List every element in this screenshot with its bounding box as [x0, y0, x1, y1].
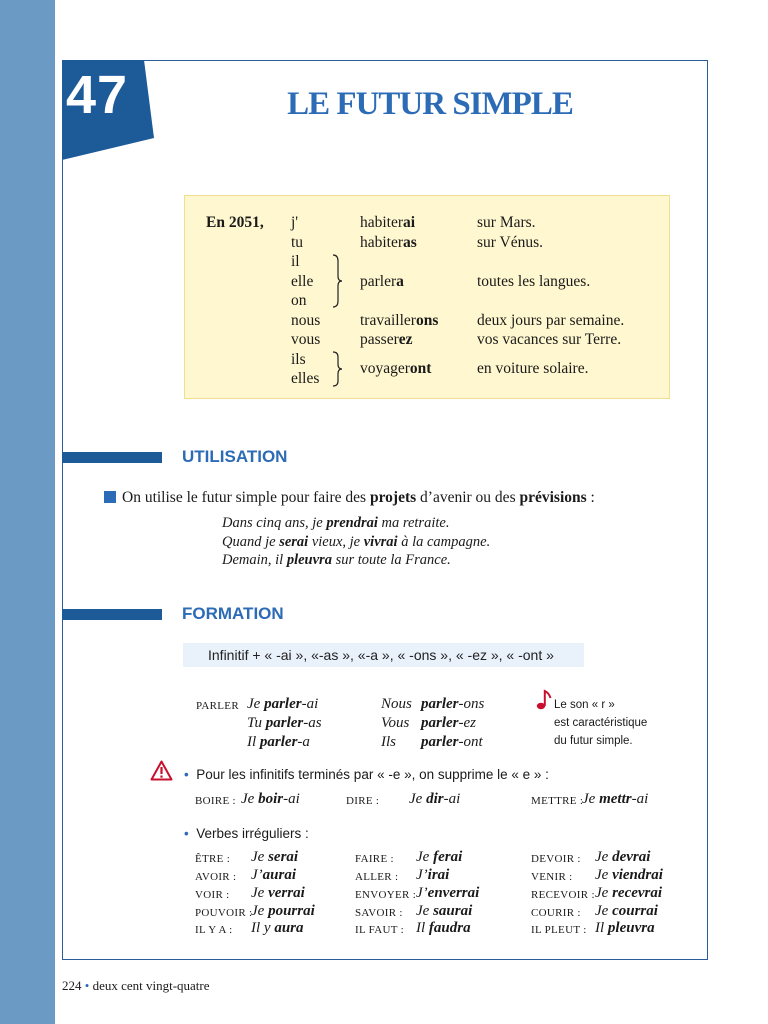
verb-form: voyageront: [360, 360, 432, 377]
page-number-words: deux cent vingt-quatre: [92, 978, 210, 993]
verb-label: ÊTRE :: [195, 853, 231, 865]
music-note-icon: [536, 689, 552, 711]
verb-form: Il y aura: [251, 920, 304, 936]
verb-form: Je boir-ai: [241, 791, 300, 807]
section-heading: FORMATION: [182, 604, 284, 623]
verb-form: Je devrai: [595, 849, 651, 865]
page-number: 224: [62, 978, 82, 993]
verb-form: J’aurai: [251, 867, 297, 883]
section-heading: UTILISATION: [182, 447, 288, 466]
example-lead: En 2051,: [206, 214, 264, 231]
example-sentence: Quand je serai vieux, je vivrai à la campagne.: [222, 534, 491, 550]
verb-label: AVOIR :: [195, 871, 237, 883]
conjugation-pron: Ils: [381, 734, 396, 750]
chapter-title: LE FUTUR SIMPLE: [287, 86, 573, 122]
verb-label: DIRE :: [346, 795, 380, 807]
subject: elle: [291, 272, 314, 290]
verb-form: Il faudra: [416, 920, 471, 936]
verb-label: IL FAUT :: [355, 924, 404, 936]
section-bar: [62, 609, 162, 620]
verb-label: ALLER :: [355, 871, 399, 883]
verb-form: J’enverrai: [416, 885, 480, 901]
verb-label: POUVOIR :: [195, 907, 253, 919]
verb-form: Je viendrai: [595, 867, 663, 883]
verb-form: Je verrai: [251, 885, 305, 901]
verb-form: parlera: [360, 272, 404, 290]
subject: ils: [291, 350, 306, 368]
square-bullet-icon: [104, 491, 116, 503]
verb-label: IL Y A :: [195, 924, 233, 936]
verb-label: PARLER: [196, 700, 239, 712]
verb-form: Je saurai: [416, 903, 473, 919]
conjugation-form: parler-ez: [421, 715, 476, 731]
verb-form: Il pleuvra: [595, 920, 655, 936]
subject: tu: [291, 233, 304, 251]
conjugation-row: Il parler-a: [247, 734, 310, 750]
brace-icon: [331, 351, 343, 387]
complement: sur Vénus.: [477, 233, 544, 251]
complement: deux jours par semaine.: [477, 311, 625, 329]
complement: toutes les langues.: [477, 272, 591, 290]
verb-form: habiteras: [360, 233, 417, 251]
complement: vos vacances sur Terre.: [477, 331, 622, 348]
verb-form: Je dir-ai: [409, 791, 461, 807]
verb-form: Je ferai: [416, 849, 463, 865]
chapter-number: 47: [66, 65, 129, 125]
verb-form: J’irai: [416, 867, 450, 883]
verb-form: passerez: [360, 331, 413, 348]
verb-form: Je mettr-ai: [582, 791, 649, 807]
verb-label: METTRE :: [531, 795, 584, 807]
subject: il: [291, 253, 300, 270]
verb-form: Je courrai: [595, 903, 658, 919]
verb-form: Je pourrai: [251, 903, 315, 919]
sound-note-line: du futur simple.: [554, 735, 633, 747]
conjugation-pron: Vous: [381, 715, 410, 731]
verb-label: DEVOIR :: [531, 853, 581, 865]
subject: j': [291, 214, 299, 231]
verb-form: Je serai: [251, 849, 299, 865]
subject: elles: [291, 370, 320, 387]
example-box: [184, 195, 670, 399]
subject: nous: [291, 311, 321, 329]
verb-label: VOIR :: [195, 889, 230, 901]
complement: en voiture solaire.: [477, 360, 589, 377]
formation-rule: Infinitif + « -ai », «-as », «-a », « -ons », « -ez », « -ont »: [183, 643, 584, 667]
verb-label: RECEVOIR :: [531, 889, 595, 901]
verb-label: IL PLEUT :: [531, 924, 587, 936]
sound-note-line: est caractéristique: [554, 717, 648, 729]
warning-text: • Pour les infinitifs terminés par « -e », on supprime le « e » :: [184, 767, 549, 782]
section-bar: [62, 452, 162, 463]
verb-label: ENVOYER :: [355, 889, 417, 901]
subject: on: [291, 292, 307, 309]
page-sidebar-strip: [0, 0, 55, 1024]
verb-form: travaillerons: [360, 311, 439, 329]
verb-form: habiterai: [360, 214, 416, 231]
conjugation-form: parler-ons: [421, 696, 485, 712]
brace-icon: [331, 254, 343, 308]
page-footer: [62, 978, 210, 994]
irregular-title: • Verbes irréguliers :: [184, 826, 309, 841]
conjugation-pron: Nous: [381, 696, 412, 712]
utilisation-intro: On utilise le futur simple pour faire des projets d’avenir ou des prévisions :: [122, 489, 595, 506]
sound-note-line: Le son « r »: [554, 699, 615, 711]
verb-label: VENIR :: [531, 871, 573, 883]
footer-bullet: •: [84, 978, 90, 993]
example-sentence: Dans cinq ans, je prendrai ma retraite.: [222, 515, 450, 531]
verb-label: COURIR :: [531, 907, 581, 919]
verb-label: SAVOIR :: [355, 907, 403, 919]
verb-label: FAIRE :: [355, 853, 394, 865]
conjugation-row: Tu parler-as: [247, 715, 322, 731]
verb-form: Je recevrai: [595, 885, 663, 901]
warning-icon: [150, 760, 173, 781]
complement: sur Mars.: [477, 214, 536, 231]
conjugation-row: Je parler-ai: [247, 696, 319, 712]
example-sentence: Demain, il pleuvra sur toute la France.: [222, 552, 451, 568]
conjugation-form: parler-ont: [421, 734, 483, 750]
verb-label: BOIRE :: [195, 795, 236, 807]
subject: vous: [291, 331, 321, 348]
